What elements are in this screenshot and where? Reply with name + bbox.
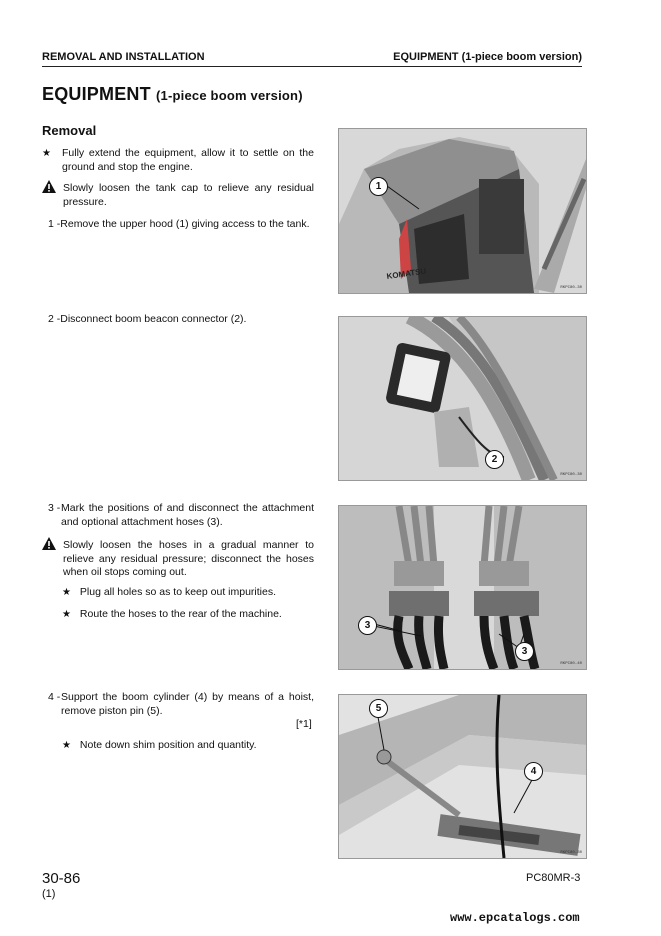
star-icon: ★	[62, 609, 71, 620]
step-text: Remove the upper hood (1) giving access to the tank.	[60, 218, 310, 230]
step-text: Disconnect boom beacon connector (2).	[60, 313, 247, 325]
photo-boom-beacon	[338, 316, 587, 481]
header-section-title: REMOVAL AND INSTALLATION	[42, 51, 205, 63]
model-name: PC80MR-3	[526, 872, 581, 884]
reference-mark: [*1]	[296, 718, 312, 730]
step-number: 2 -	[48, 313, 61, 325]
photo-code: RKPC80-30	[560, 851, 582, 855]
photo-code: RKPC80-30	[560, 473, 582, 477]
step-number: 3 -	[48, 502, 61, 514]
instruction-note	[62, 739, 314, 753]
step-4	[48, 691, 314, 718]
watermark-text: www.epcatalogs.com	[450, 911, 580, 925]
svg-text:KOMATSU: KOMATSU	[386, 266, 427, 281]
page-number: 30-86	[42, 870, 81, 887]
step-number: 4 -	[48, 691, 61, 703]
note-text: Route the hoses to the rear of the machine.	[79, 608, 282, 620]
boom-beacon-image	[339, 317, 586, 480]
revision-number: (1)	[42, 888, 56, 900]
warning-triangle-icon	[42, 537, 56, 550]
excavator-hood-image	[339, 129, 586, 293]
step-number: 1 -	[48, 218, 61, 230]
photo-attachment-hoses	[338, 505, 587, 670]
page-title-main: EQUIPMENT	[42, 84, 151, 104]
step-text: Mark the positions of and disconnect the attachment and optional attachment hoses (3).	[61, 502, 314, 528]
step-2	[48, 313, 314, 327]
callout-1: 1	[369, 177, 388, 196]
star-icon: ★	[62, 587, 71, 598]
step-1	[48, 218, 314, 232]
page-title	[42, 84, 303, 105]
header-topic-title: EQUIPMENT (1-piece boom version)	[393, 51, 582, 63]
boom-cylinder-image	[339, 695, 586, 858]
photo-code: RKPC80-40	[560, 662, 582, 666]
callout-5: 5	[369, 699, 388, 718]
star-icon: ★	[62, 740, 71, 751]
warning-triangle-icon	[42, 180, 56, 193]
step-3	[48, 502, 314, 529]
section-heading: Removal	[42, 123, 97, 138]
instruction-note	[62, 608, 314, 622]
photo-upper-hood	[338, 128, 587, 294]
note-text: Plug all holes so as to keep out impurities.	[79, 586, 276, 598]
header-rule	[42, 66, 582, 67]
warning-note	[42, 182, 314, 209]
callout-4: 4	[524, 762, 543, 781]
instruction-note	[42, 147, 314, 174]
warning-text: Slowly loosen the hoses in a gradual manner to relieve any residual pressure; disconnect the hoses when oil stops coming out.	[63, 539, 314, 578]
step-text: Support the boom cylinder (4) by means of a hoist, remove piston pin (5).	[61, 691, 314, 717]
page-title-sub: (1-piece boom version)	[156, 88, 303, 103]
note-text: Note down shim position and quantity.	[79, 739, 257, 751]
callout-3-right: 3	[515, 642, 534, 661]
instruction-note	[62, 586, 314, 600]
note-text: Fully extend the equipment, allow it to settle on the ground and stop the engine.	[62, 147, 314, 173]
callout-2: 2	[485, 450, 504, 469]
callout-3-left: 3	[358, 616, 377, 635]
warning-text: Slowly loosen the tank cap to relieve any residual pressure.	[63, 182, 314, 208]
star-icon: ★	[42, 148, 51, 159]
photo-boom-cylinder	[338, 694, 587, 859]
photo-code: RKPC80-30	[560, 286, 582, 290]
warning-note	[42, 539, 314, 580]
attachment-hoses-image	[339, 506, 586, 669]
